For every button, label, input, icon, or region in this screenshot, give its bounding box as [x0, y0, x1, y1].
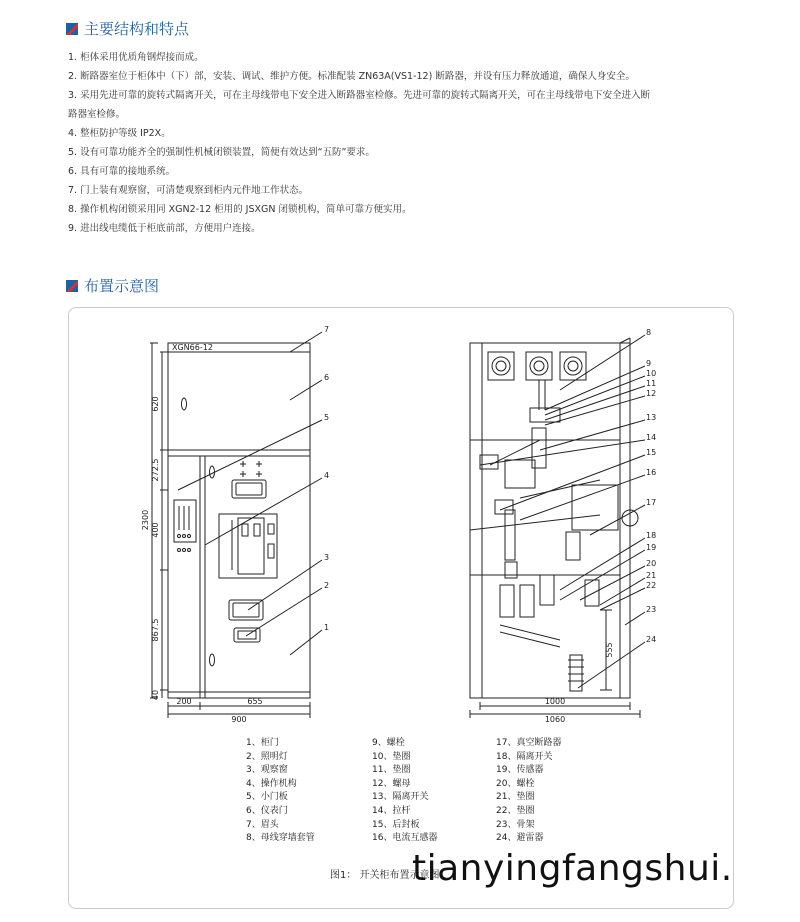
dim-label: 1000	[544, 697, 566, 706]
feature-item: 9. 进出线电缆低于柜底前部，方便用户连接。	[68, 223, 261, 234]
legend-item: 14、拉杆	[372, 805, 411, 816]
dim-label: 400	[151, 522, 160, 538]
legend-item: 17、真空断路器	[496, 738, 562, 748]
callout-number: 9	[646, 359, 652, 368]
callout-number: 14	[646, 433, 657, 442]
legend-item: 20、螺栓	[496, 778, 535, 789]
legend-item: 10、垫圈	[372, 751, 411, 762]
legend-column-2	[372, 737, 437, 846]
feature-item: 2. 断路器室位于柜体中（下）部，安装、调试、维护方便。标准配装 ZN63A(VS1-12) 断路器，并设有压力释放通道，确保人身安全。	[68, 71, 635, 82]
watermark-text: tianyingfangshui.	[412, 848, 733, 889]
feature-item: 3. 采用先进可靠的旋转式隔离开关，可在主母线带电下安全进入断路器室检修。先进可靠的旋转式隔离开关，可在主母线带电下安全进入断	[68, 90, 651, 101]
callout-number: 15	[646, 448, 657, 457]
feature-item: 7. 门上装有观察窗，可清楚观察到柜内元件地工作状态。	[68, 185, 309, 196]
feature-item: 4. 整柜防护等级 IP2X。	[68, 128, 171, 139]
dim-label: 620	[151, 396, 160, 412]
callout-number: 11	[646, 379, 657, 388]
dim-label: 200	[176, 697, 192, 706]
callout-number: 6	[324, 373, 330, 382]
section-title-text: 布置示意图	[84, 277, 160, 295]
dim-label: 900	[231, 715, 247, 724]
legend-item: 19、传感器	[496, 765, 544, 776]
callout-number: 4	[324, 471, 330, 480]
legend-item: 16、电流互感器	[372, 833, 438, 844]
callout-number: 21	[646, 571, 657, 580]
legend-item: 21、垫圈	[496, 792, 535, 803]
dim-label: 2300	[141, 509, 150, 531]
callout-number: 8	[646, 328, 652, 337]
callout-number: 24	[646, 635, 657, 644]
legend-item: 15、后封板	[372, 819, 420, 830]
feature-item: 1. 柜体采用优质角钢焊接而成。	[68, 52, 204, 63]
callout-number: 17	[646, 498, 657, 507]
callout-number: 1	[324, 623, 330, 632]
feature-item: 6. 具有可靠的接地系统。	[68, 166, 176, 177]
legend-column-3	[496, 737, 561, 846]
dim-label: 272.5	[151, 458, 160, 482]
legend-item: 23、骨架	[496, 819, 535, 830]
legend-column-1	[246, 737, 315, 846]
legend-item: 2、照明灯	[246, 751, 288, 762]
legend-item: 22、垫圈	[496, 805, 535, 816]
callout-number: 13	[646, 413, 657, 422]
feature-item: 5. 设有可靠功能齐全的强制性机械闭锁装置，简便有效达到“五防”要求。	[68, 147, 375, 158]
callout-number: 19	[646, 543, 657, 552]
dim-label: 555	[605, 642, 614, 658]
feature-item: 路器室检修。	[68, 109, 126, 120]
model-label: XGN66-12	[172, 343, 213, 352]
dim-label: 1060	[544, 715, 566, 724]
dim-label: 867.5	[151, 618, 160, 642]
legend-item: 18、隔离开关	[496, 751, 553, 762]
legend-item: 1、柜门	[246, 738, 279, 748]
callout-number: 16	[646, 468, 657, 477]
callout-number: 3	[324, 553, 330, 562]
legend-item: 5、小门板	[246, 792, 288, 803]
legend-item: 13、隔离开关	[372, 792, 429, 803]
legend-item: 8、母线穿墙套管	[246, 833, 315, 844]
dim-label: 40	[151, 689, 160, 701]
legend-item: 4、操作机构	[246, 778, 297, 789]
callout-number: 22	[646, 581, 657, 590]
legend-item: 7、眉头	[246, 819, 279, 830]
legend-item: 12、螺母	[372, 778, 411, 789]
front-view-cabinet	[150, 332, 322, 718]
legend-item: 11、垫圈	[372, 765, 411, 776]
callout-number: 7	[324, 325, 330, 334]
callout-number: 10	[646, 369, 657, 378]
legend-item: 9、螺栓	[372, 738, 405, 748]
callout-number: 12	[646, 389, 657, 398]
callout-number: 20	[646, 559, 657, 568]
dim-label: 655	[247, 697, 263, 706]
legend-item: 6、仪表门	[246, 805, 288, 816]
callout-number: 23	[646, 605, 657, 614]
feature-item: 8. 操作机构闭锁采用同 XGN2-12 柜用的 JSXGN 闭锁机构，简单可靠方便实用。	[68, 204, 412, 215]
callout-number: 18	[646, 531, 657, 540]
callout-number: 2	[324, 581, 330, 590]
callout-number: 5	[324, 413, 330, 422]
side-view-cabinet	[470, 335, 645, 718]
legend-item: 24、避雷器	[496, 833, 544, 844]
section-title-text: 主要结构和特点	[84, 20, 190, 38]
figure-caption: 图1： 开关柜布置示意图	[330, 870, 440, 881]
legend-item: 3、观察窗	[246, 765, 288, 776]
